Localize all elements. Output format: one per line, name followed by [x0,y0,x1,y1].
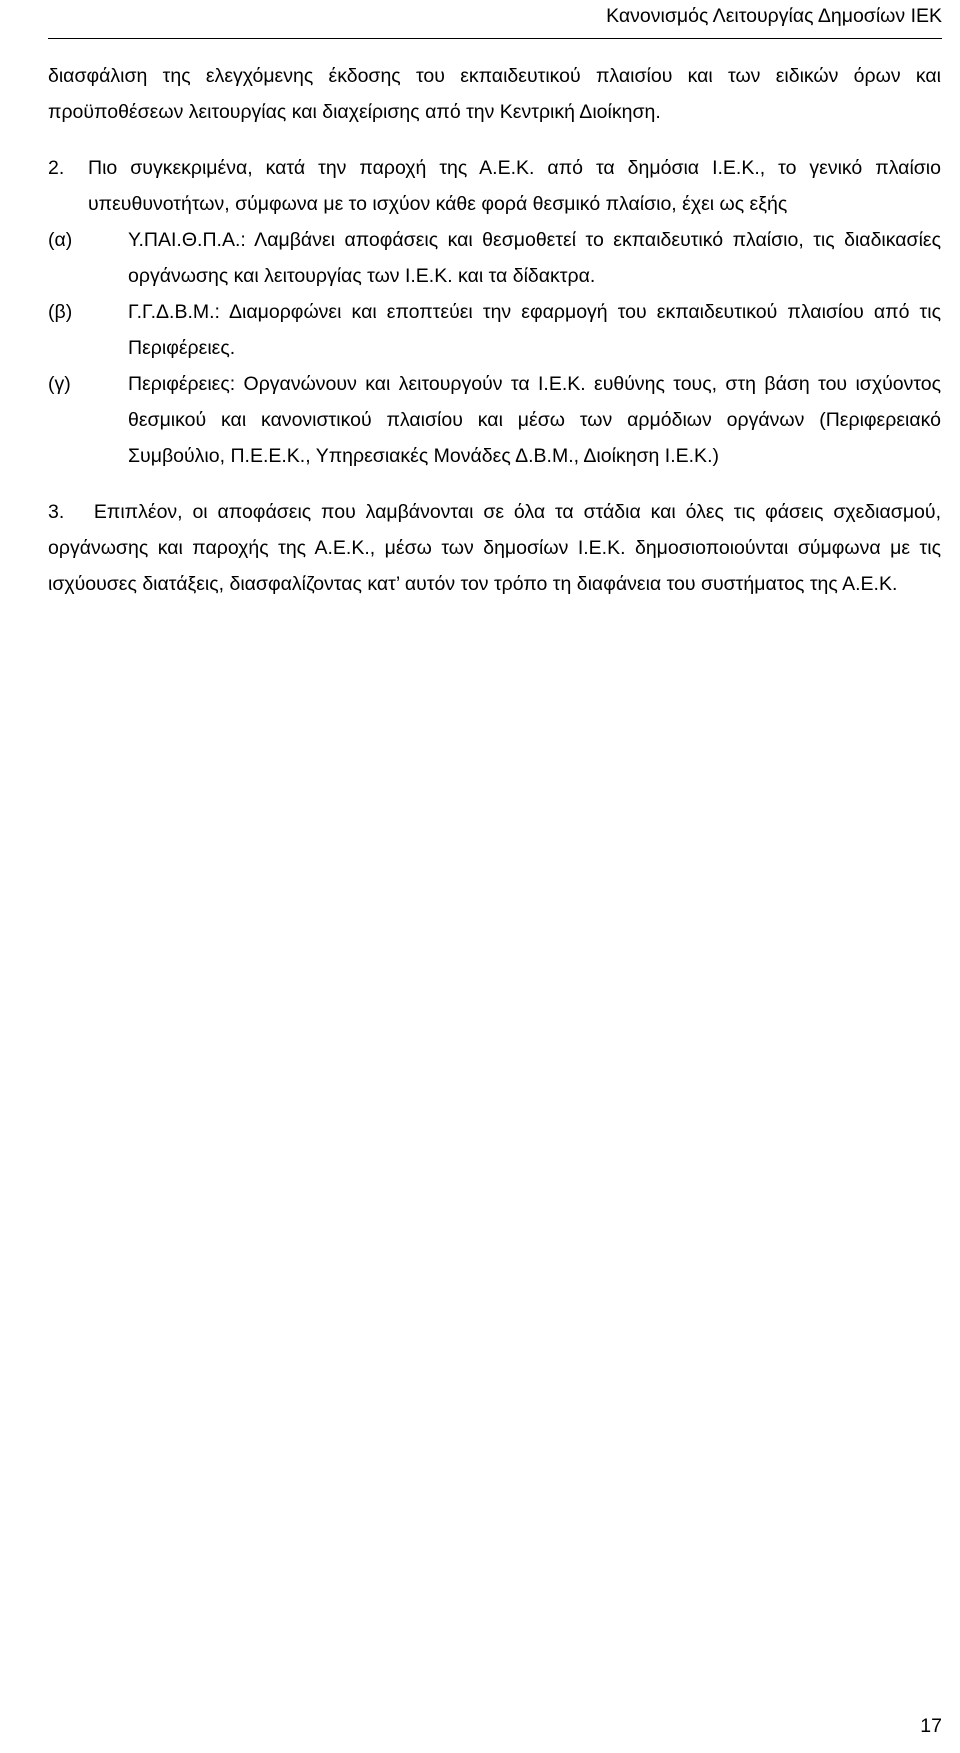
paragraph-2-number: 2. [48,157,65,179]
list-item-a-label: (α) [48,229,73,251]
list-item-b-text: Γ.Γ.Δ.Β.Μ.: Διαμορφώνει και εποπτεύει την εφαρμογή του εκπαιδευτικού πλαισίου από τις Περιφέρειες. [128,301,941,359]
list-item-c-label: (γ) [48,373,71,395]
header-rule [48,38,942,39]
paragraph-3-body: Επιπλέον, οι αποφάσεις που λαμβάνονται σε όλα τα στάδια και όλες τις φάσεις σχεδιασμού, οργάνωσης και παροχής της Α.Ε.Κ., μέσω των δημοσίων Ι.Ε.Κ. δημοσιοποιούνται σύμφωνα με τις ισχύουσες διατάξεις, διασφαλίζοντας κατ’ αυτόν τον τρόπο τη διαφάνεια του συστήματος της Α.Ε.Κ. [48,501,941,595]
list-item-b-label: (β) [48,301,73,323]
paragraph-3 [48,494,941,602]
intro-paragraph: διασφάλιση της ελεγχόμενης έκδοσης του εκπαιδευτικού πλαισίου και των ειδικών όρων και προϋποθέσεων λειτουργίας και διαχείρισης από την Κεντρική Διοίκηση. [48,65,941,123]
list-item-c [48,366,941,474]
paragraph-3-number: 3. [48,501,65,523]
paragraph-3-text [48,494,941,602]
list-item-b [48,294,941,366]
page-header: Κανονισμός Λειτουργίας Δημοσίων ΙΕΚ [606,5,942,27]
list-item-c-text: Περιφέρειες: Οργανώνουν και λειτουργούν τα Ι.Ε.Κ. ευθύνης τους, στη βάση του ισχύοντος θεσμικού και κανονιστικού πλαισίου και μέσω των αρμόδιων οργάνων (Περιφερειακό Συμβούλιο, Π.Ε.Ε.Κ., Υπηρεσιακές Μονάδες Δ.Β.Μ., Διοίκηση Ι.Ε.Κ.) [128,373,941,467]
list-item-a [48,222,941,294]
document-body [48,58,941,602]
list-item-a-text: Υ.ΠΑΙ.Θ.Π.Α.: Λαμβάνει αποφάσεις και θεσμοθετεί το εκπαιδευτικό πλαίσιο, τις διαδικασίες οργάνωσης και λειτουργίας των Ι.Ε.Κ. και τα δίδακτρα. [128,229,941,287]
paragraph-2-text: Πιο συγκεκριμένα, κατά την παροχή της Α.Ε.Κ. από τα δημόσια Ι.Ε.Κ., το γενικό πλαίσιο υπευθυνοτήτων, σύμφωνα με το ισχύον κάθε φορά θεσμικό πλαίσιο, έχει ως εξής [88,157,941,215]
page-number: 17 [920,1715,942,1737]
paragraph-2 [48,150,941,474]
